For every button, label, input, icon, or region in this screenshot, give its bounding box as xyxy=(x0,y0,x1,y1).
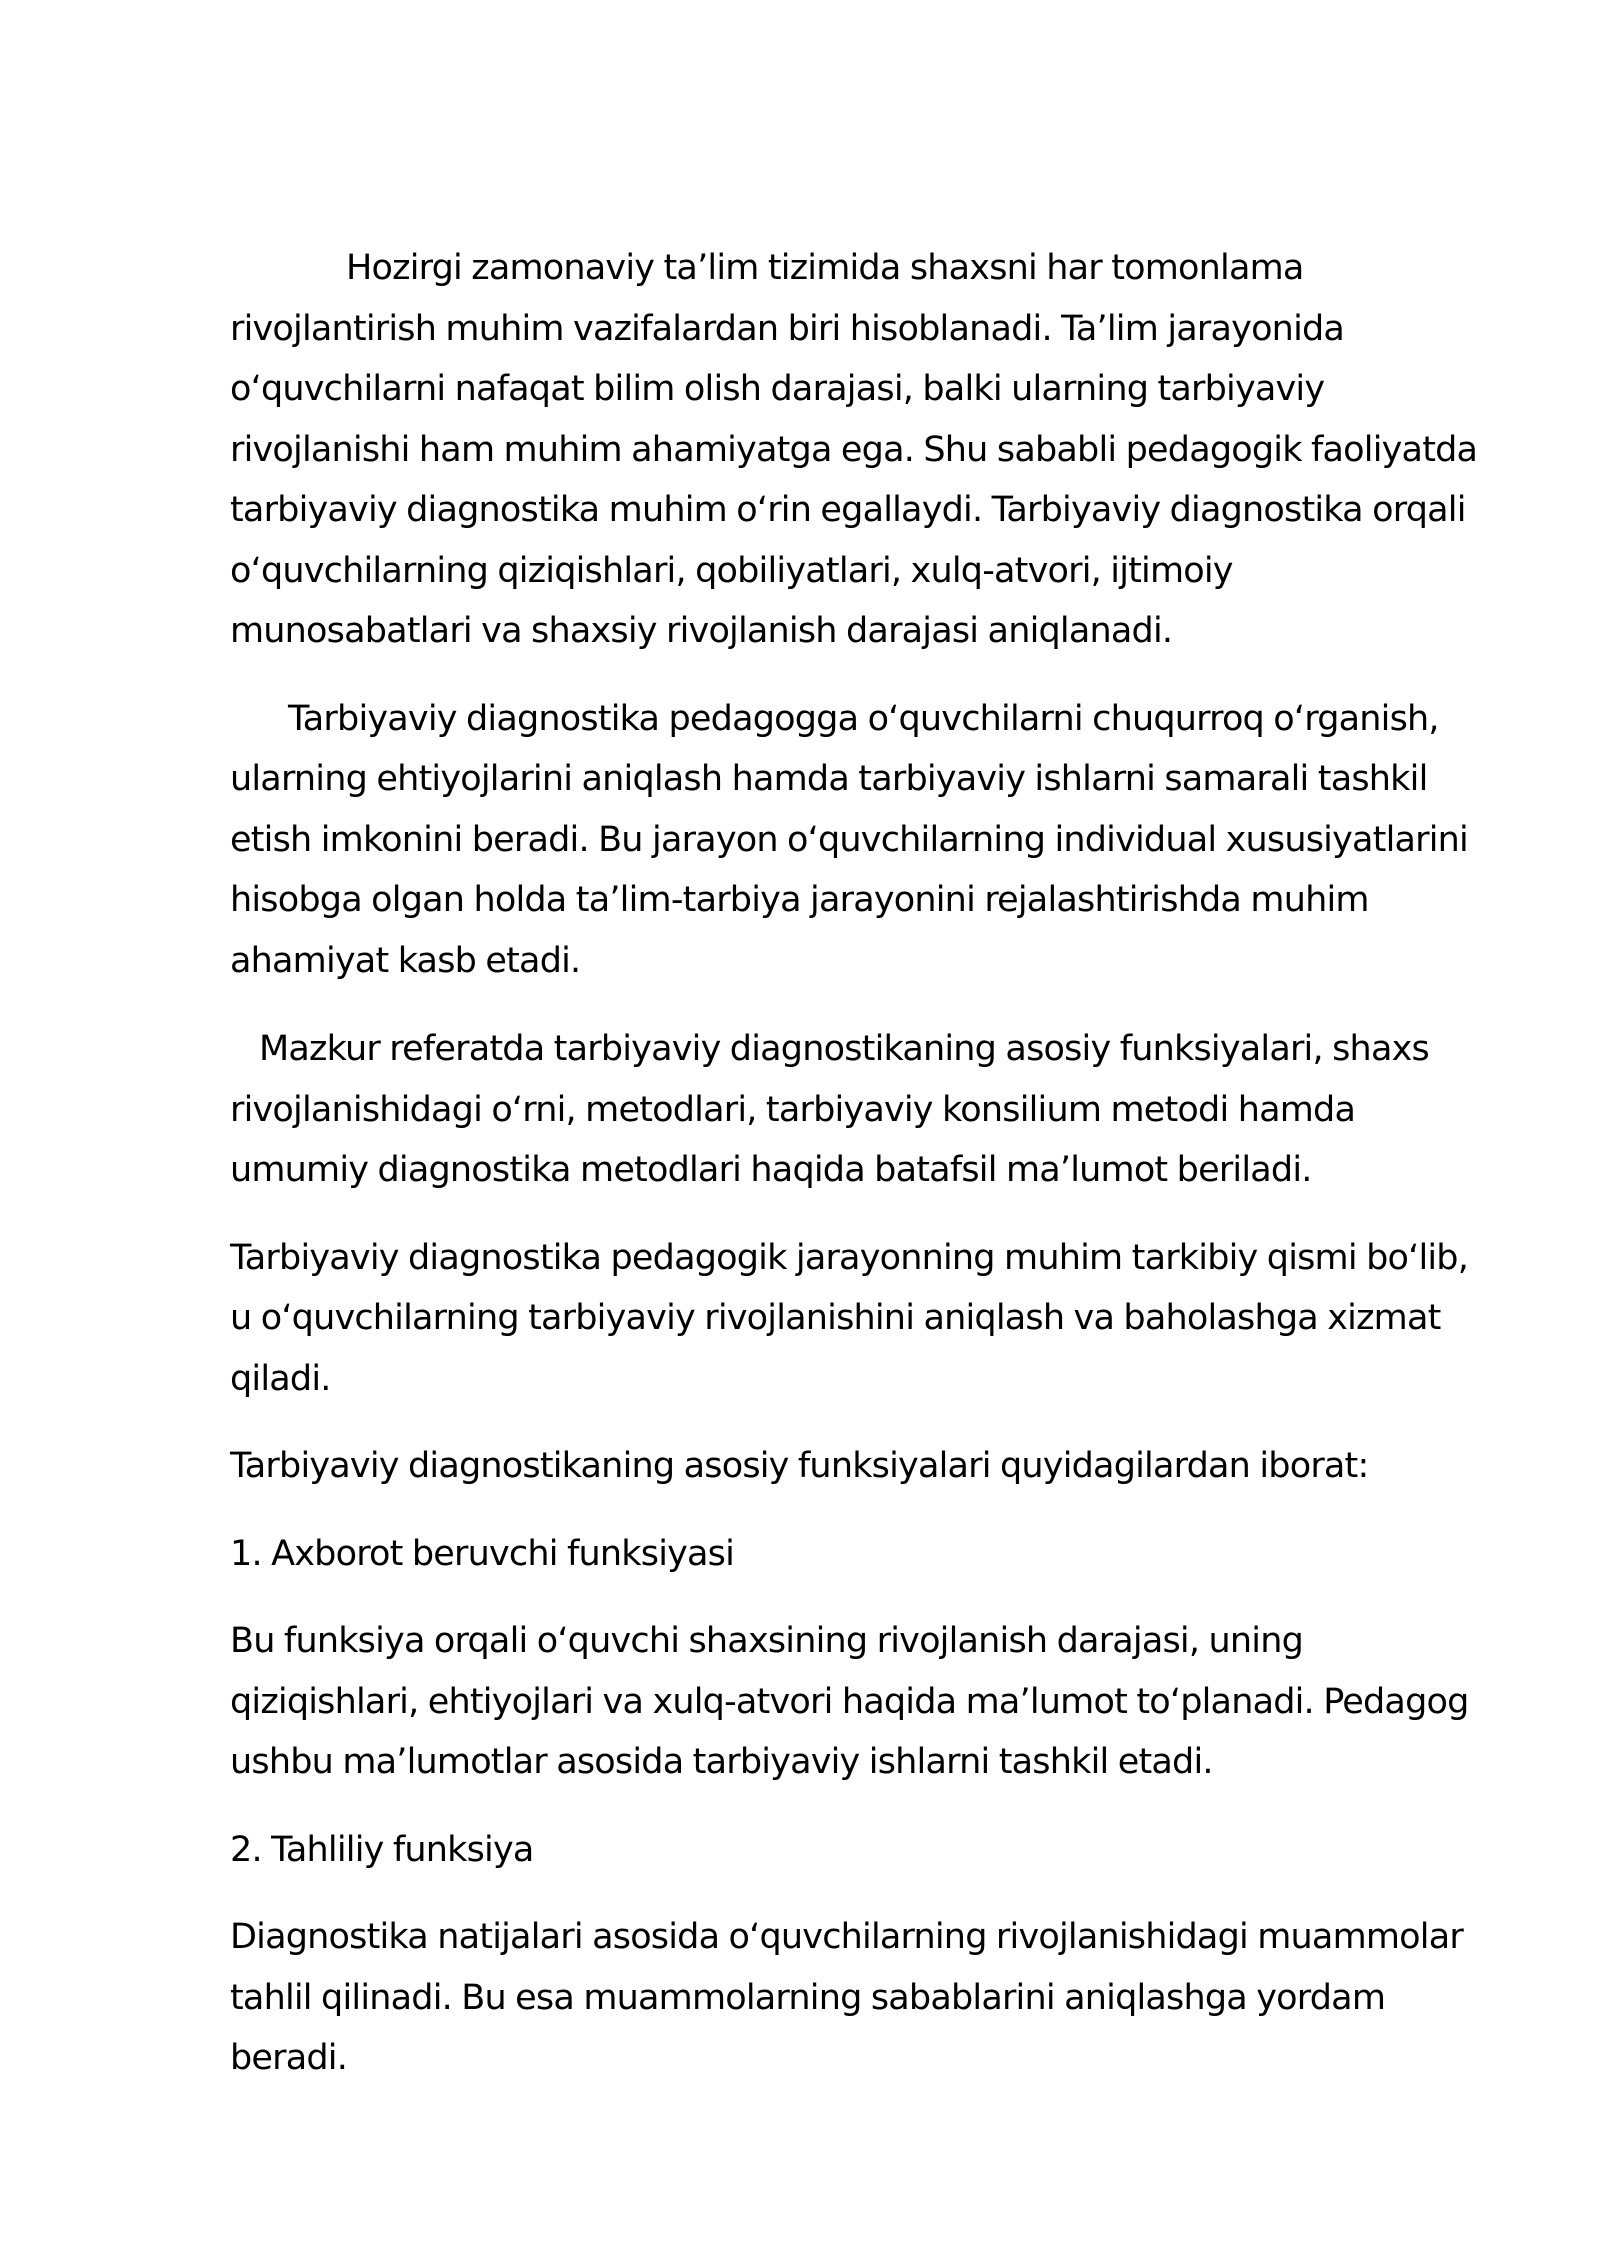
document-body xyxy=(230,238,1480,2089)
function-2-heading: 2. Tahliliy funksiya xyxy=(230,1829,534,1870)
function-2-paragraph: Diagnostika natijalari asosida oʻquvchilarning rivojlanishidagi muammolar tahlil qilinadi. Bu esa muammolarning sabablarini aniqlashga yordam beradi. xyxy=(230,1917,1463,2078)
intro-paragraph: Hozirgi zamonaviy ta’lim tizimida shaxsni har tomonlama rivojlantirish muhim vazifalardan biri hisoblanadi. Ta’lim jarayonida oʻquvchilarni nafaqat bilim olish darajasi, balki ularning tarbiyaviy rivojlanishi ham muhim ahamiyatga ega. Shu sababli pedagogik faoliyatda tarbiyaviy diagnostika muhim oʻrin egallaydi. Tarbiyaviy diagnostika orqali oʻquvchilarning qiziqishlari, qobiliyatlari, xulq-atvori, ijtimoiy munosabatlari va shaxsiy rivojlanish darajasi aniqlanadi. xyxy=(230,248,1478,651)
function-1-paragraph: Bu funksiya orqali oʻquvchi shaxsining rivojlanish darajasi, uning qiziqishlari, ehtiyojlari va xulq-atvori haqida ma’lumot toʻplanadi. Pedagog ushbu ma’lumotlar asosida tarbiyaviy ishlarni tashkil etadi. xyxy=(230,1621,1469,1782)
function-1-heading: 1. Axborot beruvchi funksiyasi xyxy=(230,1533,735,1574)
functions-intro-paragraph: Tarbiyaviy diagnostikaning asosiy funksiyalari quyidagilardan iborat: xyxy=(230,1446,1369,1486)
definition-paragraph: Tarbiyaviy diagnostika pedagogik jarayonning muhim tarkibiy qismi boʻlib, u oʻquvchilarning tarbiyaviy rivojlanishini aniqlash va baholashga xizmat qiladi. xyxy=(230,1237,1469,1399)
referat-scope-paragraph: Mazkur referatda tarbiyaviy diagnostikaning asosiy funksiyalari, shaxs rivojlanishidagi oʻrni, metodlari, tarbiyaviy konsilium metodi hamda umumiy diagnostika metodlari haqida batafsil ma’lumot beriladi. xyxy=(230,1029,1429,1190)
diagnostics-purpose-paragraph: Tarbiyaviy diagnostika pedagogga oʻquvchilarni chuqurroq oʻrganish, ularning ehtiyojlarini aniqlash hamda tarbiyaviy ishlarni samarali tashkil etish imkonini beradi. Bu jarayon oʻquvchilarning individual xususiyatlarini hisobga olgan holda ta’lim-tarbiya jarayonini rejalashtirishda muhim ahamiyat kasb etadi. xyxy=(230,698,1468,981)
